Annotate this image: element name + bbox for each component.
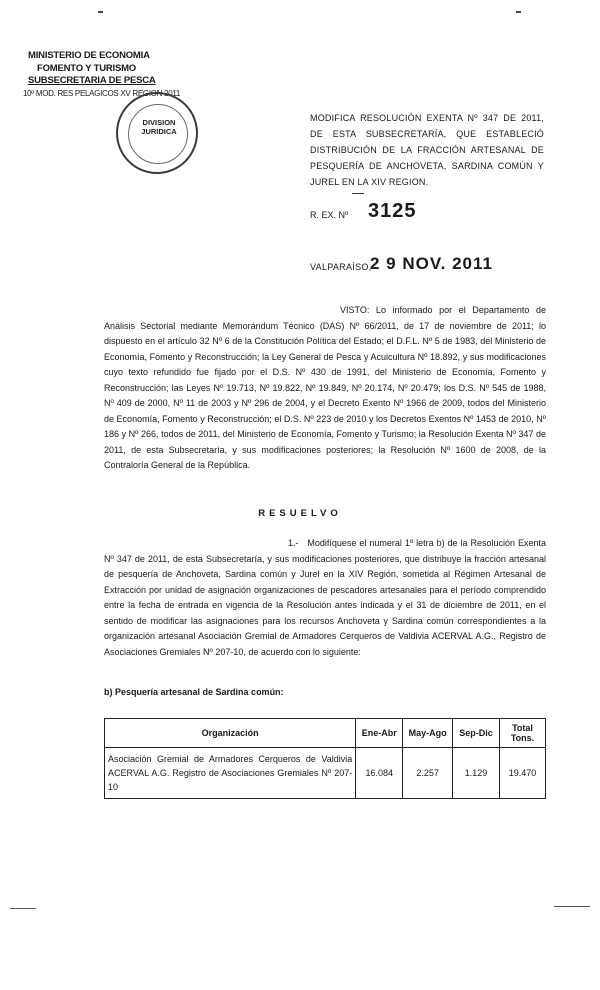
visto-paragraph: VISTO: Lo informado por el Departamento de Análisis Sectorial mediante Memorándum Técnico (DAS) Nº 66/2011, de 17 de noviembre de 2011; lo dispuesto en el artículo 32 Nº 6 de la Constitución Política del Estado; el D.F.L. Nº 5 de 1983, del Ministerio de Economía, Fomento y Reconstrucción; la Ley General de Pesca y Acuicultura Nº 18.892, y sus modificaciones cuyo texto refundido fue fijado por el D.S. Nº 430 de 1991, del Ministerio de Economía, Fomento y Reconstrucción; las Leyes Nº 19.713, Nº 19.822, Nº 19.849, Nº 20.174, Nº 20.479; los D.S. Nº 545 de 1988, Nº 409 de 2000, Nº 11 de 2003 y Nº 296 de 2004, y el Decreto Exento Nº 1966 de 2009, todos del Ministerio de Economía, Fomento y Reconstrucción; el D.S. Nº 223 de 2010 y los Decretos Exentos Nº 1453 de 2010, Nº 186 y Nº 266, todos de 2011, del Ministerio de Economía, Fomento y Turismo; la Resolución Exenta Nº 347 de 2011, de esta Subsecretaría, y sus modificaciones posteriores; la Resolución Nº 1600 de 2008, de la Contraloría General de la República. <box>104 305 546 470</box>
resolution-number: 3125 <box>368 200 417 222</box>
col-header-ene-abr: Ene-Abr <box>356 719 403 748</box>
cell-sep-dic: 1.129 <box>453 748 500 799</box>
resuelvo-title: RESUELVO <box>258 508 342 519</box>
ministry-line-2: FOMENTO Y TURISMO <box>37 62 136 74</box>
col-header-sep-dic: Sep-Dic <box>453 719 500 748</box>
col-header-may-ago: May-Ago <box>403 719 453 748</box>
scan-mark <box>98 11 103 13</box>
stamp-line-2: JURIDICA <box>141 127 177 136</box>
stamp-line-1: DIVISION <box>142 118 176 127</box>
article-number: 1.- <box>288 538 299 548</box>
table-header-row <box>105 719 546 748</box>
ministry-line-3: SUBSECRETARIA DE PESCA <box>28 75 156 86</box>
ministry-line-4: 10º MOD. RES PELAGICOS XV REGION 2011 <box>23 88 181 98</box>
resolution-date: 2 9 NOV. 2011 <box>370 254 493 273</box>
resuelvo-article-1 <box>104 536 546 660</box>
scan-artifact-right <box>554 906 590 907</box>
cell-organizacion: Asociación Gremial de Armadores Cerqueros de Valdivia ACERVAL A.G. Registro de Asociaciones Gremiales Nº 207-10 <box>105 748 356 799</box>
article-text: Modifíquese el numeral 1º letra b) de la Resolución Exenta Nº 347 de 2011, de esta Subsecretaría, y sus modificaciones posteriores, que distribuye la fracción artesanal de pesquería de Anchoveta, Sardina común y Jurel en la XIV Región, sometida al Régimen Artesanal de Extracción por unidad de asignación organizaciones de pescadores artesanales para el período comprendido entre la fecha de entrada en vigencia de la Resolución antes indicada y el 31 de diciembre de 2011, en el sentido de modificar las asignaciones para los recursos Anchoveta y Sardina común correspondientes a la organización artesanal Asociación Gremial de Armadores Cerqueros de Valdivia ACERVAL A.G., Registro de Asociaciones Gremiales Nº 207-10, de acuerdo con lo siguiente: <box>104 538 546 657</box>
col-header-organizacion: Organización <box>105 719 356 748</box>
col-header-total: Total Tons. <box>500 719 546 748</box>
ministry-line-1: MINISTERIO DE ECONOMIA <box>28 50 150 61</box>
subsection-heading: b) Pesquería artesanal de Sardina común: <box>104 687 284 697</box>
place-label: VALPARAÍSO, <box>310 262 372 272</box>
cell-total: 19.470 <box>500 748 546 799</box>
stroke-mark <box>352 193 364 194</box>
ministry-header <box>23 50 228 100</box>
cell-ene-abr: 16.084 <box>356 748 403 799</box>
scan-artifact-left <box>10 908 36 909</box>
table-row <box>105 748 546 799</box>
stamp-text <box>118 118 200 136</box>
scan-mark <box>516 11 521 13</box>
cell-may-ago: 2.257 <box>403 748 453 799</box>
resolution-label: R. EX. Nº <box>310 210 349 220</box>
subject-block: MODIFICA RESOLUCIÓN EXENTA Nº 347 DE 2011, DE ESTA SUBSECRETARÍA, QUE ESTABLECIÓ DISTRIBUCIÓN DE LA FRACCIÓN ARTESANAL DE PESQUERÍA DE ANCHOVETA, SARDINA COMÚN Y JUREL EN LA XIV REGION. <box>310 113 544 187</box>
allocation-table <box>104 718 546 799</box>
division-juridica-stamp <box>116 92 198 174</box>
